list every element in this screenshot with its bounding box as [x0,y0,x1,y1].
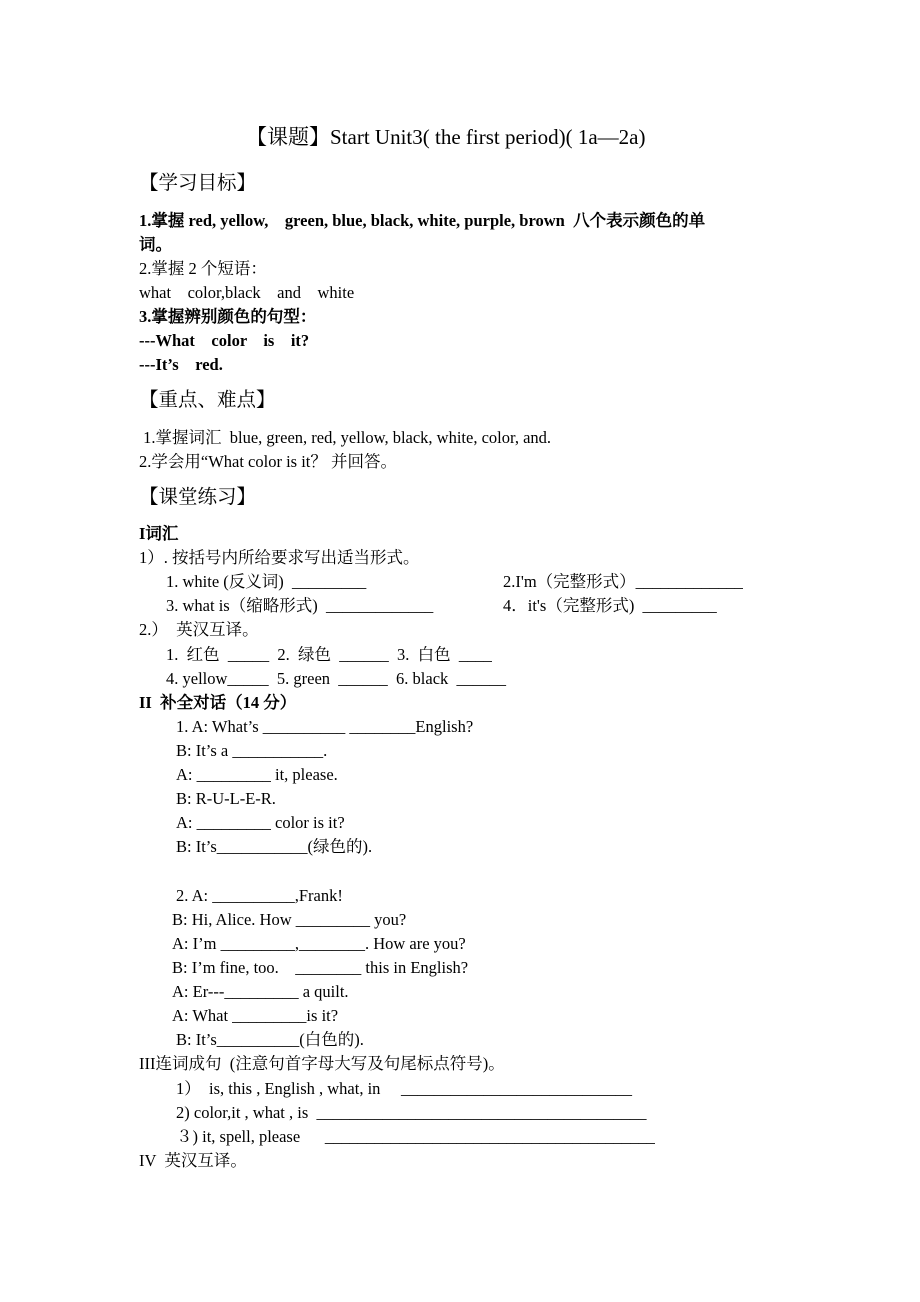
vocab-heading: I词汇 [139,524,179,543]
objective-2: 2.掌握 2 个短语： [139,259,267,278]
dialog2-line: 2. A: __________,Frank! [176,886,343,905]
part1-question-1: 1. white (反义词) _________ [166,572,367,591]
dialog2-line: B: I’m fine, too. ________ this in English? [172,958,469,977]
translate-heading: IV 英汉互译。 [139,1151,247,1170]
part2-heading: 2.） 英汉互译。 [139,620,259,639]
dialog2-line: A: Er---_________ a quilt. [172,982,349,1001]
dialog1-line: A: _________ it, please. [176,765,338,784]
objective-3-question: ---What color is it? [139,331,310,350]
sentence-item: 1） is, this , English , what, in ____________________________ [176,1079,633,1098]
sentence-item: ３) it, spell, please ________________________________________ [176,1127,655,1146]
objective-3: 3.掌握辨别颜色的句型： [139,307,317,326]
part1-question-2: 2.I'm（完整形式）_____________ [503,572,743,591]
dialog2-line: B: Hi, Alice. How _________ you? [172,910,407,929]
key-point-1: 1.掌握词汇 blue, green, red, yellow, black, white, color, and. [139,428,552,447]
page-title: 【课题】Start Unit3( the first period)( 1a—2a) [246,125,646,149]
part2-row-2: 4. yellow_____ 5. green ______ 6. black ______ [166,669,507,688]
part1-question-3: 3. what is（缩略形式) _____________ [166,596,434,615]
key-point-2: 2.学会用“What color is it？ 并回答。 [139,452,398,471]
practice-heading: 【课堂练习】 [139,487,257,508]
dialog1-line: B: R-U-L-E-R. [176,789,276,808]
objective-1-line1: 1.掌握 red, yellow, green, blue, black, white, purple, brown 八个表示颜色的单 [139,211,706,230]
sentence-heading: III连词成句 (注意句首字母大写及句尾标点符号)。 [139,1054,505,1073]
part2-row-1: 1. 红色 _____ 2. 绿色 ______ 3. 白色 ____ [166,645,492,664]
dialog1-line: B: It’s a ___________. [176,741,328,760]
objective-1-line2: 词。 [139,235,172,254]
part1-question-4: 4．it's（完整形式) _________ [503,596,717,615]
dialog-heading: II 补全对话（14 分） [139,693,297,712]
key-points-heading: 【重点、难点】 [139,390,276,411]
part1-heading: 1）. 按括号内所给要求写出适当形式。 [139,548,420,567]
dialog1-line: A: _________ color is it? [176,813,345,832]
objective-3-answer: ---It’s red. [139,355,223,374]
sentence-item: 2) color,it , what , is ________________________________________ [176,1103,647,1122]
objective-2-phrases: what color,black and white [139,283,355,302]
dialog1-line: 1. A: What’s __________ ________English? [176,717,474,736]
dialog1-line: B: It’s___________(绿色的). [176,837,373,856]
dialog2-line: A: I’m _________,________. How are you? [172,934,466,953]
dialog2-line: B: It’s__________(白色的). [176,1030,364,1049]
objectives-heading: 【学习目标】 [139,173,257,194]
dialog2-line: A: What _________is it? [172,1006,339,1025]
